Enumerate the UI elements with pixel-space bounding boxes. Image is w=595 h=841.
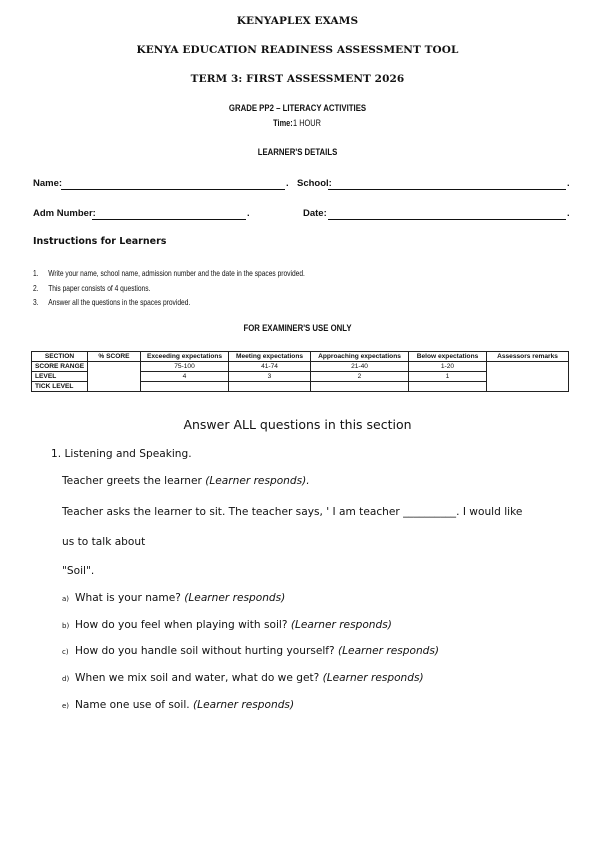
tick-cell[interactable] — [409, 382, 487, 392]
table-header: Assessors remarks — [487, 352, 569, 362]
tick-cell[interactable] — [311, 382, 409, 392]
subquestion-label: b) — [62, 622, 70, 630]
topic-text: "Soil". — [62, 565, 95, 577]
subquestion-b — [62, 619, 392, 631]
instruction-num: 1. — [33, 268, 39, 278]
sit-instruction: Teacher asks the learner to sit. The teacher says, ' I am teacher __________. I would like — [62, 506, 523, 518]
subquestion-e — [62, 699, 294, 711]
subquestion-text: How do you feel when playing with soil? — [75, 619, 291, 631]
table-row — [32, 362, 569, 372]
table-header-row — [32, 352, 569, 362]
greet-instruction — [62, 475, 310, 487]
adm-number-field[interactable] — [92, 210, 246, 220]
table-cell: 41-74 — [229, 362, 311, 372]
row-label: TICK LEVEL — [32, 382, 88, 392]
subquestion-label: a) — [62, 595, 70, 603]
grade-title: GRADE PP2 – LITERACY ACTIVITIES — [228, 103, 367, 114]
table-header: SECTION — [32, 352, 88, 362]
table-cell: 75-100 — [141, 362, 229, 372]
instructions-list — [33, 266, 373, 310]
exam-org: KENYAPLEX EXAMS — [236, 15, 359, 27]
date-dot: . — [567, 208, 570, 219]
subquestion-note: (Learner responds) — [290, 619, 392, 631]
instruction-item — [33, 266, 305, 281]
date-field[interactable] — [328, 210, 566, 220]
table-cell: 1-20 — [409, 362, 487, 372]
table-cell: 3 — [229, 372, 311, 382]
instruction-text: This paper consists of 4 questions. — [48, 282, 151, 293]
time-line — [0, 118, 595, 128]
subquestion-text: Name one use of soil. — [75, 699, 194, 711]
subquestion-text: What is your name? — [75, 592, 185, 604]
subquestion-a — [62, 592, 285, 604]
subquestion-d — [62, 672, 424, 684]
examiner-table — [31, 351, 569, 392]
date-label: Date: — [303, 208, 327, 219]
percent-score-cell[interactable] — [88, 362, 141, 392]
term-title: TERM 3: FIRST ASSESSMENT 2026 — [190, 73, 405, 85]
table-header: Meeting expectations — [229, 352, 311, 362]
greet-text: Teacher greets the learner — [62, 475, 206, 487]
school-label: School: — [297, 178, 332, 189]
time-label: Time: — [272, 118, 293, 128]
row-label: LEVEL — [32, 372, 88, 382]
section-title: Answer ALL questions in this section — [183, 417, 412, 432]
table-header: Exceeding expectations — [141, 352, 229, 362]
subquestion-note: (Learner responds) — [184, 592, 286, 604]
tick-cell[interactable] — [229, 382, 311, 392]
examiner-heading: FOR EXAMINER'S USE ONLY — [243, 323, 352, 334]
subquestion-text: When we mix soil and water, what do we get? — [75, 672, 323, 684]
table-cell: 1 — [409, 372, 487, 382]
assessors-remarks-cell[interactable] — [487, 362, 569, 392]
instruction-item — [33, 295, 305, 310]
table-cell: 2 — [311, 372, 409, 382]
learner-details-heading: LEARNER'S DETAILS — [257, 147, 338, 158]
instruction-num: 3. — [33, 297, 39, 307]
greet-note: (Learner responds). — [205, 475, 310, 487]
subquestion-text: How do you handle soil without hurting yourself? — [75, 645, 339, 657]
subquestion-note: (Learner responds) — [322, 672, 424, 684]
instruction-num: 2. — [33, 282, 39, 293]
row-label: SCORE RANGE — [32, 362, 88, 372]
instruction-text: Answer all the questions in the spaces provided. — [48, 297, 191, 307]
subquestion-label: c) — [62, 648, 69, 656]
adm-dot: . — [247, 208, 250, 219]
subquestion-note: (Learner responds) — [338, 645, 440, 657]
table-cell: 4 — [141, 372, 229, 382]
assessment-tool-title: KENYA EDUCATION READINESS ASSESSMENT TOOL — [136, 44, 459, 56]
subquestion-note: (Learner responds) — [193, 699, 295, 711]
adm-number-label: Adm Number: — [33, 208, 96, 219]
table-header: % SCORE — [88, 352, 141, 362]
subquestion-c — [62, 645, 439, 657]
school-dot: . — [567, 178, 570, 189]
instructions-heading: Instructions for Learners — [33, 236, 167, 247]
name-label: Name: — [33, 178, 63, 189]
time-value: 1 HOUR — [293, 118, 322, 128]
instruction-text: Write your name, school name, admission number and the date in the spaces provided. — [48, 268, 305, 278]
instruction-item — [33, 281, 305, 296]
school-field[interactable] — [328, 180, 566, 190]
question-1-title: 1. Listening and Speaking. — [51, 448, 192, 460]
sit-instruction-cont: us to talk about — [62, 536, 146, 548]
table-cell: 21-40 — [311, 362, 409, 372]
table-header: Approaching expectations — [311, 352, 409, 362]
name-dot: . — [286, 178, 289, 189]
subquestion-label: e) — [62, 702, 70, 710]
tick-cell[interactable] — [141, 382, 229, 392]
name-field[interactable] — [61, 180, 285, 190]
subquestion-label: d) — [62, 675, 70, 683]
table-header: Below expectations — [409, 352, 487, 362]
